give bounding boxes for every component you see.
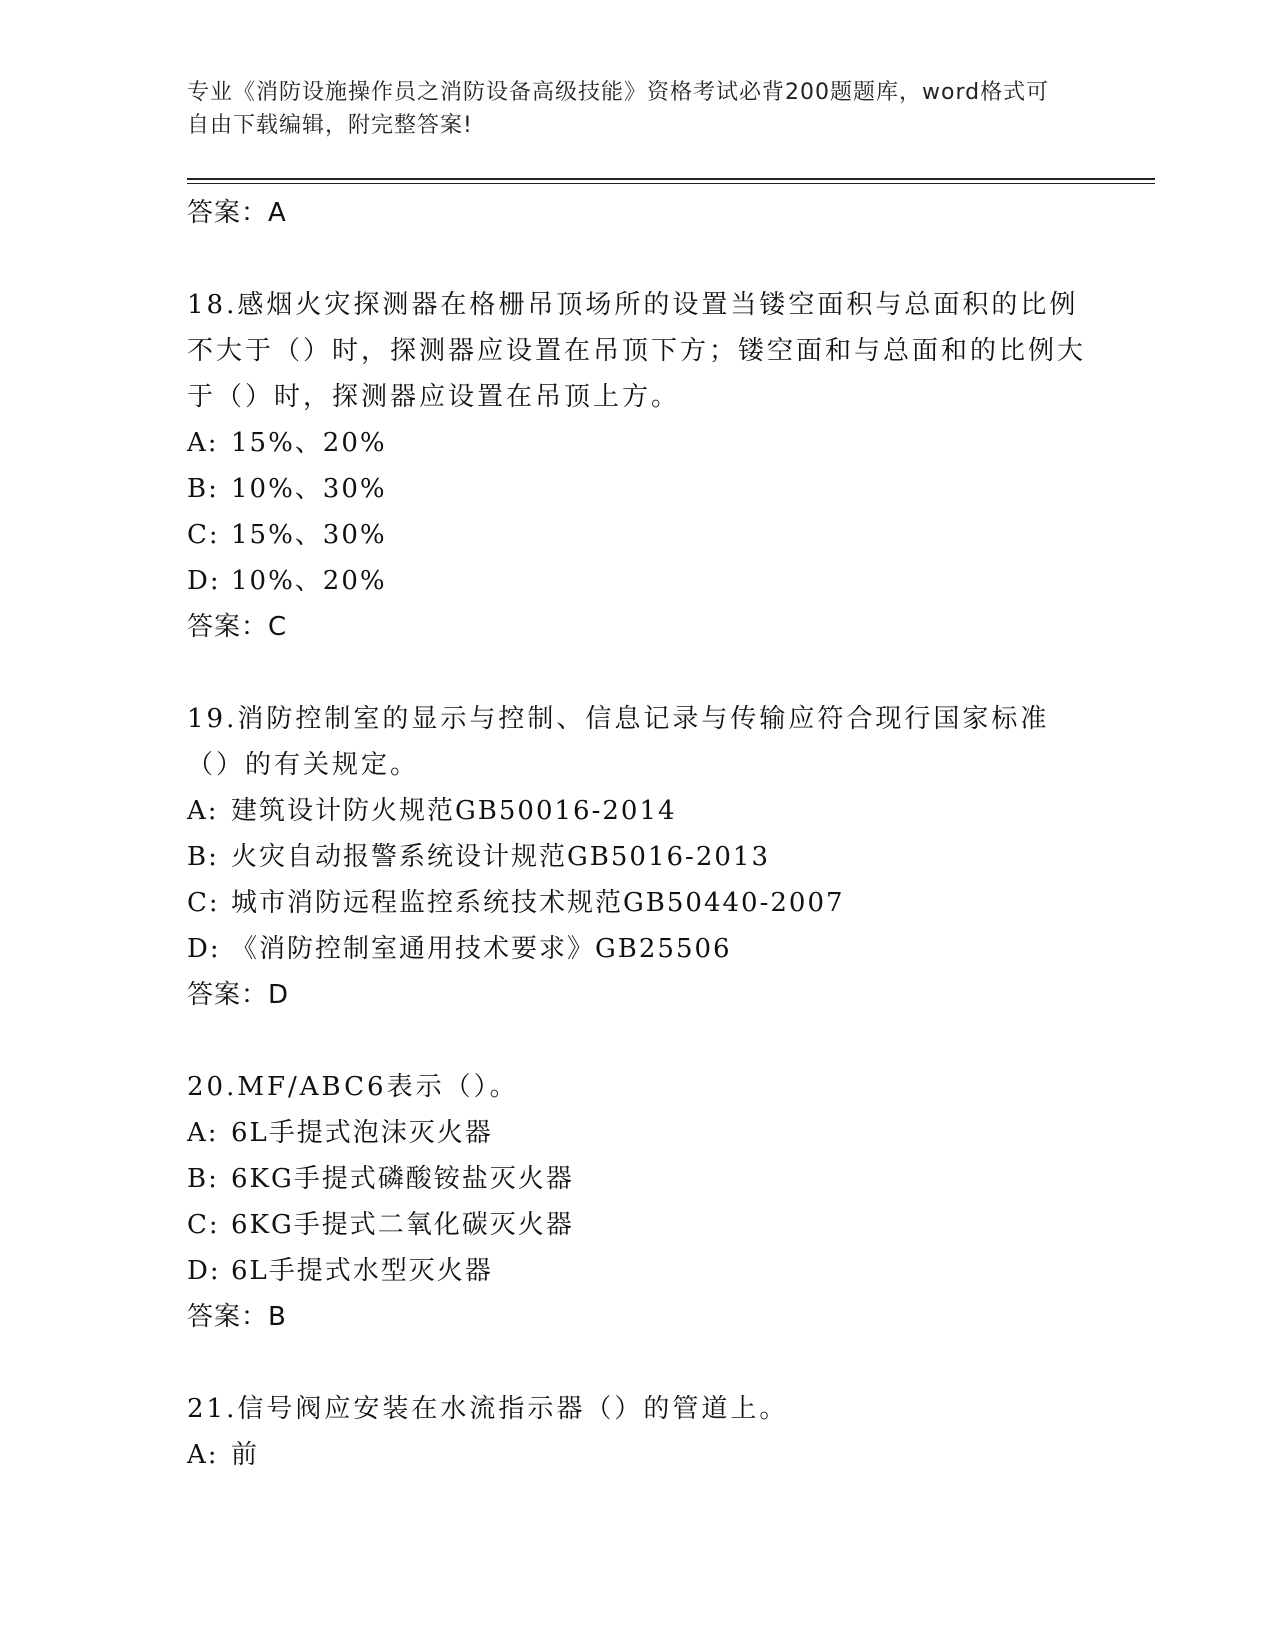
header-divider-thick [187,178,1155,180]
option-text: 火灾自动报警系统设计规范GB5016-2013 [231,842,770,872]
answer-line: 答案：B [187,1302,287,1332]
option-item [187,1156,1087,1202]
spacer [187,1340,1087,1386]
option-text: 6L手提式泡沫灭火器 [231,1118,493,1148]
option-item [187,466,1087,512]
option-text: 6KG手提式二氧化碳灭火器 [231,1210,574,1240]
option-label: A: [187,1118,219,1148]
option-text: 10%、30% [231,474,387,504]
option-text: 《消防控制室通用技术要求》GB25506 [231,934,732,964]
spacer [187,650,1087,696]
option-text: 6L手提式水型灭火器 [231,1256,493,1286]
option-text: 建筑设计防火规范GB50016-2014 [231,796,677,826]
document-content [187,190,1087,1478]
option-label: D: [187,934,221,964]
option-text: 6KG手提式磷酸铵盐灭火器 [231,1164,574,1194]
spacer [187,1018,1087,1064]
option-text: 城市消防远程监控系统技术规范GB50440-2007 [231,888,845,918]
option-label: D: [187,1256,221,1286]
option-item [187,834,1087,880]
option-text: 10%、20% [231,566,387,596]
option-item [187,1432,1087,1478]
option-label: A: [187,428,219,458]
answer-line: 答案：D [187,980,290,1010]
option-item [187,420,1087,466]
option-text: 15%、20% [231,428,387,458]
option-item [187,788,1087,834]
answer-line: 答案：C [187,612,288,642]
question-text: 19.消防控制室的显示与控制、信息记录与传输应符合现行国家标准（）的有关规定。 [187,704,1050,780]
option-label: A: [187,796,219,826]
option-item [187,926,1087,972]
option-label: B: [187,842,219,872]
option-label: C: [187,888,220,918]
option-item [187,1248,1087,1294]
answer-line: 答案：A [187,198,287,228]
option-label: C: [187,520,220,550]
option-label: D: [187,566,221,596]
question-text: 21.信号阀应安装在水流指示器（）的管道上。 [187,1394,789,1424]
option-item [187,512,1087,558]
option-item [187,880,1087,926]
option-label: A: [187,1440,219,1470]
document-header: 专业《消防设施操作员之消防设备高级技能》资格考试必背200题题库，word格式可自由下载编辑，附完整答案! [187,80,1050,138]
spacer [187,236,1087,282]
option-item [187,1202,1087,1248]
header-divider-thin [187,183,1155,184]
option-label: B: [187,474,219,504]
question-text: 20.MF/ABC6表示（）。 [187,1072,519,1102]
question-text: 18.感烟火灾探测器在格栅吊顶场所的设置当镂空面积与总面积的比例不大于（）时，探测器应设置在吊顶下方；镂空面和与总面和的比例大于（）时，探测器应设置在吊顶上方。 [187,290,1087,412]
option-item [187,1110,1087,1156]
option-text: 15%、30% [231,520,387,550]
option-label: C: [187,1210,220,1240]
option-label: B: [187,1164,219,1194]
option-text: 前 [231,1440,260,1470]
option-item [187,558,1087,604]
